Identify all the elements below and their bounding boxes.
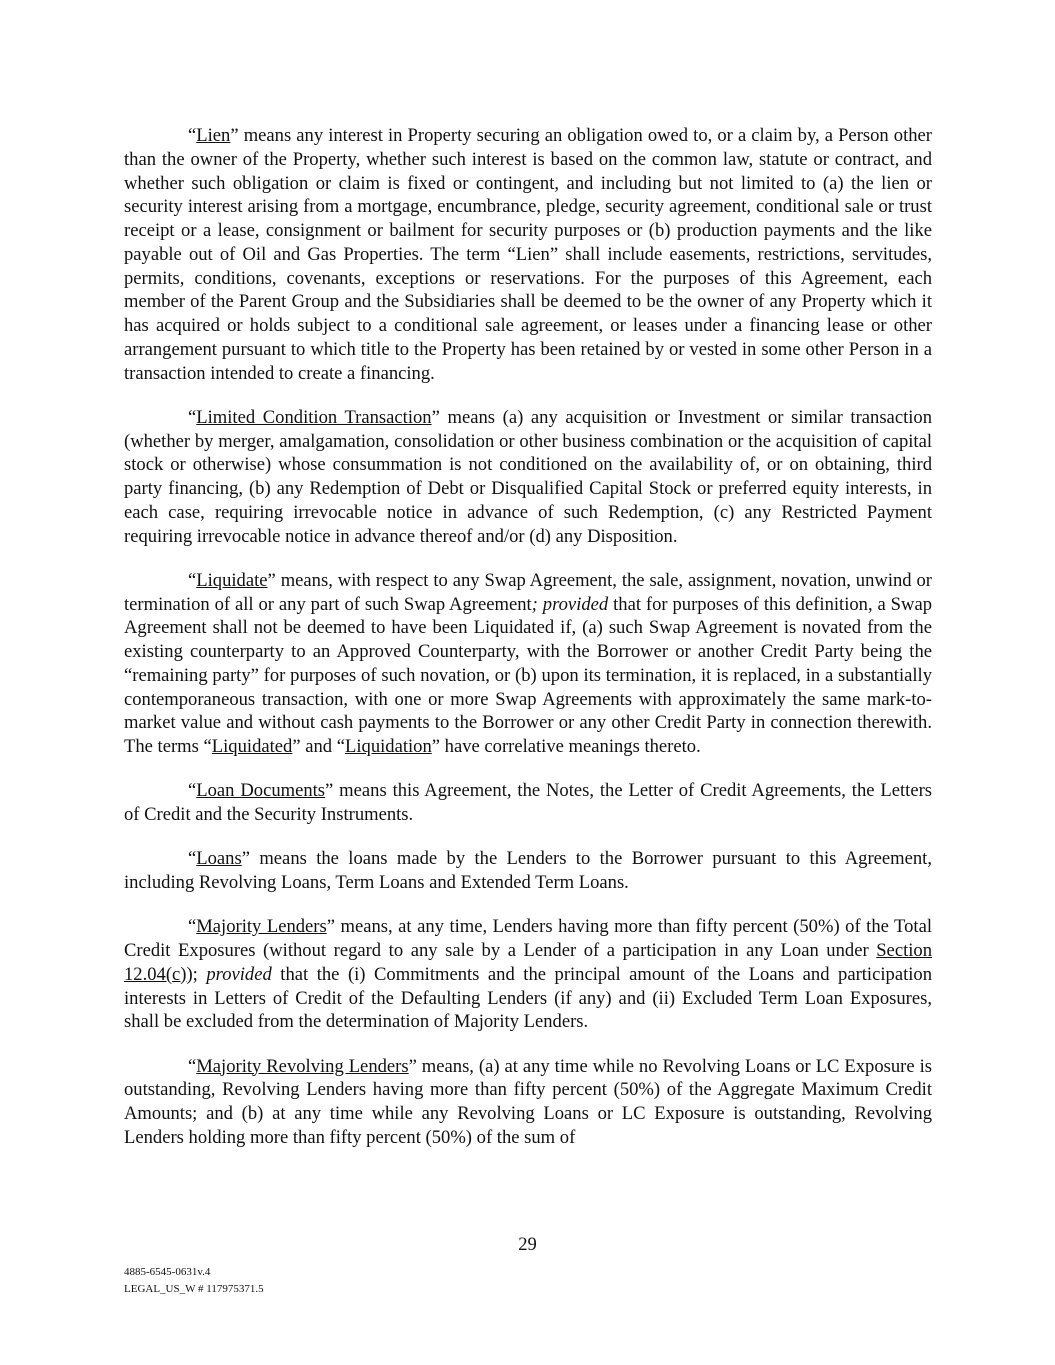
- semicolon: ;: [531, 593, 538, 615]
- defined-term-liquidate: Liquidate: [196, 569, 268, 591]
- defined-term-majority-revolving-lenders: Majority Revolving Lenders: [196, 1055, 409, 1077]
- definition-limited-condition-transaction: [124, 406, 932, 549]
- page-number: 29: [518, 1234, 537, 1255]
- close-quote: ”: [267, 569, 276, 591]
- definition-text: that the (i) Commitments and the principal amount of the Loans and participation interests in Letters of Credit of the Defaulting Lenders (if any) and (ii) Excluded Term Loan Exposures, shall be excluded from the determination of Majority Lenders.: [124, 963, 932, 1033]
- provided-term: provided: [542, 593, 609, 615]
- definition-liquidate: [124, 569, 932, 759]
- open-quote: “: [188, 406, 197, 428]
- definition-loan-documents: [124, 779, 932, 827]
- definition-text: means, with respect to any Swap Agreement, the sale, assignment, novation, unwind or termination of all or any part of such Swap Agreement: [124, 569, 932, 615]
- open-quote: “: [188, 916, 197, 938]
- open-quote: “: [188, 780, 197, 802]
- open-quote: “: [188, 569, 197, 591]
- definition-loans: [124, 847, 932, 895]
- defined-term-loans: Loans: [196, 848, 242, 870]
- close-quote: ”: [326, 916, 335, 938]
- definition-text: means this Agreement, the Notes, the Letter of Credit Agreements, the Letters of Credit and the Security Instruments.: [124, 780, 933, 825]
- footer-legal-id: LEGAL_US_W # 117975371.5: [124, 1283, 264, 1295]
- section-reference-link[interactable]: Section 12.04(c): [124, 940, 932, 985]
- close-quote: ”: [230, 125, 239, 146]
- close-quote: ”: [408, 1055, 417, 1077]
- close-quote: ”: [431, 406, 440, 428]
- defined-term-liquidation: Liquidation: [345, 736, 432, 757]
- definition-text: ” and “: [292, 736, 345, 757]
- definition-majority-lenders: [124, 915, 932, 1034]
- definition-text: means the loans made by the Lenders to the Borrower pursuant to this Agreement, including Revolving Loans, Term Loans and Extended Term Loans.: [124, 848, 932, 893]
- close-quote: ”: [325, 780, 334, 802]
- close-quote: ”: [241, 848, 250, 870]
- defined-term-limited-condition-transaction: Limited Condition Transaction: [196, 406, 432, 428]
- definition-text: means, at any time, Lenders having more than fifty percent (50%) of the Total Credit Exposures (without regard to any sale by a Lender of a participation in any Loan under: [124, 916, 932, 961]
- open-quote: “: [188, 1055, 197, 1077]
- definitions-section: [124, 124, 932, 1170]
- footer-doc-id: 4885-6545-0631v.4: [124, 1266, 211, 1278]
- definition-text: );: [186, 963, 207, 985]
- provided-term: provided: [206, 963, 272, 985]
- defined-term-lien: Lien: [196, 125, 231, 146]
- definition-text: that for purposes of this definition, a Swap Agreement shall not be deemed to have been Liquidated if, (a) such Swap Agreement is novated from the existing counterparty to an Approved Counterparty, with the Borrower or another Credit Party being the “remaining party” for purposes of such novation, or (b) upon its termination, it is replaced, in a substantially contemporaneous transaction, with one or more Swap Agreements with approximately the same mark-to-market value and without cash payments to the Borrower or any other Credit Party in connection therewith. The terms “: [124, 593, 932, 757]
- open-quote: “: [188, 125, 197, 146]
- definition-text: means any interest in Property securing an obligation owed to, or a claim by, a Person other than the owner of the Property, whether such interest is based on the common law, statute or contract, and whether such obligation or claim is fixed or contingent, and including but not limited to (a) the lien or security interest arising from a mortgage, encumbrance, pledge, security agreement, conditional sale or trust receipt or a lease, consignment or bailment for security purposes or (b) production payments and the like payable out of Oil and Gas Properties. The term “Lien” shall include easements, restrictions, servitudes, permits, conditions, covenants, exceptions or reservations. For the purposes of this Agreement, each member of the Parent Group and the Subsidiaries shall be deemed to be the owner of any Property which it has acquired or holds subject to a conditional sale agreement, or leases under a financing lease or other arrangement pursuant to which title to the Property has been retained by or vested in some other Person in a transaction intended to create a financing.: [124, 125, 932, 384]
- definition-text: ” have correlative meanings thereto.: [431, 736, 701, 757]
- defined-term-liquidated: Liquidated: [211, 736, 293, 757]
- open-quote: “: [188, 848, 197, 870]
- definition-majority-revolving-lenders: [124, 1055, 932, 1150]
- document-footer: [124, 1264, 264, 1298]
- definition-text: means (a) any acquisition or Investment or similar transaction (whether by merger, amalgamation, consolidation or other business combination or the acquisition of capital stock or otherwise) whose consummation is not conditioned on the availability of, or on obtaining, third party financing, (b) any Redemption of Debt or Disqualified Capital Stock or preferred equity interests, in each case, requiring irrevocable notice in advance of such Redemption, (c) any Restricted Payment requiring irrevocable notice in advance thereof and/or (d) any Disposition.: [124, 406, 932, 547]
- defined-term-loan-documents: Loan Documents: [196, 780, 326, 802]
- definition-text: means, (a) at any time while no Revolving Loans or LC Exposure is outstanding, Revolving Lenders having more than fifty percent (50%) of the Aggregate Maximum Credit Amounts; and (b) at any time while any Revolving Loans or LC Exposure is outstanding, Revolving Lenders holding more than fifty percent (50%) of the sum of: [124, 1055, 932, 1148]
- defined-term-majority-lenders: Majority Lenders: [196, 916, 327, 938]
- definition-lien: [124, 124, 932, 385]
